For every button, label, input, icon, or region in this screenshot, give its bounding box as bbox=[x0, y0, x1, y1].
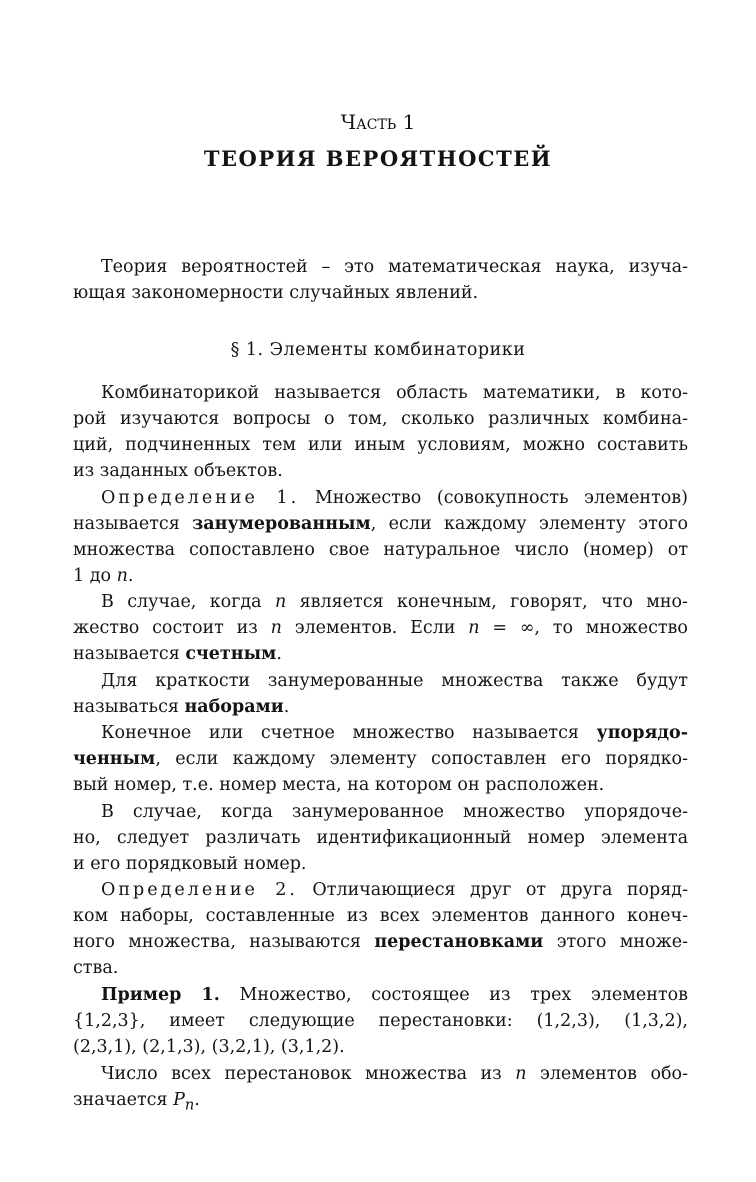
definition-line: ства. bbox=[73, 958, 119, 978]
paragraph-line: рой изучаются вопросы о том, сколько различных комбина- bbox=[73, 409, 688, 429]
text-span: называется bbox=[73, 644, 180, 664]
paragraph-line: из заданных объектов. bbox=[73, 461, 283, 481]
intro-line: Теория вероятностей – это математическая наука, изуча- bbox=[101, 257, 688, 277]
example-line bbox=[101, 982, 688, 1008]
text-span: называется bbox=[73, 514, 180, 534]
term-countable: счетным bbox=[185, 644, 277, 664]
text-span: . bbox=[276, 644, 282, 664]
math-var: n bbox=[116, 566, 128, 586]
math-var: P bbox=[173, 1090, 185, 1110]
math-var: n bbox=[468, 618, 480, 638]
term-permutations: перестановками bbox=[374, 932, 544, 952]
text-span: , если каждому элементу этого bbox=[370, 514, 688, 534]
definition-line bbox=[73, 511, 688, 537]
text-span: Конечное или счетное множество называется bbox=[101, 723, 579, 743]
paragraph-line bbox=[73, 694, 688, 720]
paragraph-line bbox=[73, 1087, 688, 1113]
paragraph-line bbox=[101, 589, 688, 615]
math-subscript: n bbox=[184, 1096, 195, 1113]
paragraph-line: В случае, когда занумерованное множество упорядоче- bbox=[101, 802, 688, 822]
text-span: Множество, состоящее из трех элементов bbox=[239, 985, 688, 1005]
text-span: . bbox=[283, 697, 290, 717]
text-span: является конечным, говорят, что мно- bbox=[299, 592, 688, 612]
paragraph-line bbox=[73, 615, 688, 641]
text-span: . bbox=[127, 566, 134, 586]
example-label: Пример 1. bbox=[101, 985, 220, 1005]
definition-line bbox=[73, 563, 688, 589]
definition-text: Множество (совокупность элементов) bbox=[314, 488, 688, 508]
text-span: ного множества, называются bbox=[73, 932, 361, 952]
paragraph-line: вый номер, т.е. номер места, на котором он расположен. bbox=[73, 775, 605, 795]
text-span: Число всех перестановок множества из bbox=[101, 1064, 502, 1084]
text-span: = ∞, то множество bbox=[492, 618, 688, 638]
paragraph-line: Для краткости занумерованные множества также будут bbox=[101, 671, 688, 691]
paragraph-line: но, следует различать идентификационный номер элемента bbox=[73, 828, 688, 848]
intro-line: ющая закономерности случайных явлений. bbox=[73, 283, 479, 303]
paragraph-line bbox=[101, 1061, 688, 1087]
math-var: n bbox=[274, 592, 287, 612]
text-span: называться bbox=[73, 697, 179, 717]
part-title: ТЕОРИЯ ВЕРОЯТНОСТЕЙ bbox=[203, 146, 553, 171]
text-span: . bbox=[194, 1090, 200, 1110]
term-enumerated: занумерованным bbox=[192, 514, 371, 534]
text-span: этого множе- bbox=[556, 932, 688, 952]
text-span: жество состоит из bbox=[73, 618, 258, 638]
paragraph-line bbox=[73, 746, 688, 772]
text-span: элементов обо- bbox=[540, 1064, 688, 1084]
definition-line: множества сопоставлено свое натуральное число (номер) от bbox=[73, 540, 688, 560]
text-span: , если каждому элементу сопоставлен его порядко- bbox=[155, 749, 688, 769]
text-span: В случае, когда bbox=[101, 592, 262, 612]
term-ordered-cont: ченным bbox=[73, 749, 156, 769]
text-span: значается bbox=[73, 1090, 168, 1110]
section-title: § 1. Элементы комбинаторики bbox=[230, 340, 526, 360]
definition-label: Определение 1. bbox=[101, 488, 300, 508]
definition-text: Отличающиеся друг от друга поряд- bbox=[312, 880, 688, 900]
definition-line bbox=[101, 485, 688, 511]
definition-label: Определение 2. bbox=[101, 880, 298, 900]
paragraph-line bbox=[73, 641, 688, 667]
definition-line bbox=[101, 877, 688, 903]
paragraph-line: и его порядковый номер. bbox=[73, 854, 307, 874]
example-line: {1,2,3}, имеет следующие перестановки: (1,2,3), (1,3,2), bbox=[73, 1011, 688, 1031]
math-var: n bbox=[270, 618, 282, 638]
definition-line bbox=[73, 929, 688, 955]
math-var: n bbox=[515, 1064, 527, 1084]
example-line: (2,3,1), (2,1,3), (3,2,1), (3,1,2). bbox=[73, 1037, 345, 1057]
text-span: 1 до bbox=[73, 566, 112, 586]
part-label: Часть 1 bbox=[340, 110, 416, 134]
paragraph-line: ций, подчиненных тем или иным условиям, можно составить bbox=[73, 435, 688, 455]
paragraph-line: Комбинаторикой называется область математики, в кото- bbox=[101, 383, 688, 403]
text-span: элементов. Если bbox=[294, 618, 456, 638]
term-ordered: упорядо- bbox=[596, 723, 688, 743]
paragraph-line bbox=[101, 720, 688, 746]
definition-line: ком наборы, составленные из всех элементов данного конеч- bbox=[73, 906, 688, 926]
term-sets: наборами bbox=[184, 697, 284, 717]
